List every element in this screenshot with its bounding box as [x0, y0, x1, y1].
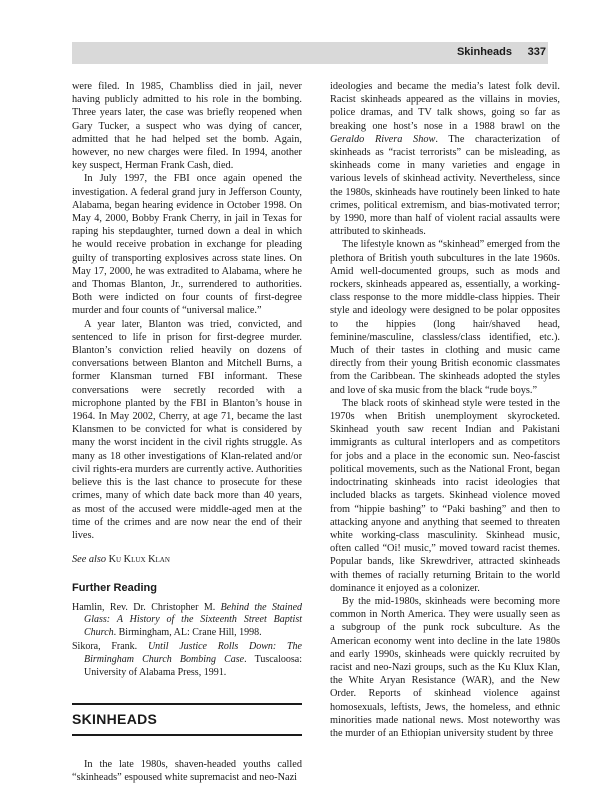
reference-publisher: . Birmingham, AL: Crane Hill, 1998. [113, 627, 262, 639]
reference-item [72, 602, 302, 640]
further-reading-heading: Further Reading [72, 582, 157, 595]
body-paragraph: By the mid-1980s, skinheads were becoming more common in North America. They were usually seen as a subgroup of the punk rock subculture. As the American economy went into decline in the late 1980s and early 1990s, skinheads were quickly recruited by racist and neo-Nazi groups, such as the Ku Klux Klan, the White Aryan Resistance (WAR), and the New Order. Reports of skinhead violence against homosexuals, leftists, Jews, the homeless, and ethnic minorities made national news. Most noteworthy was the murder of an Ethiopian university student by three [330, 595, 560, 739]
running-head: Skinheads [456, 46, 512, 58]
body-paragraph: were filed. In 1985, Chambliss died in jail, never having publicly admitted to his role in the bombing. Three years later, the case was briefly reopened when Gary Tucker, a suspect who was dying of cancer, admitted that he had helped set the bomb. Again, however, no new charges were filed. In 1994, another key suspect, Herman Frank Cash, died. [72, 81, 302, 172]
body-paragraph: In the late 1980s, shaven-headed youths called “skinheads” espoused white supremacist and neo-Nazi [72, 758, 302, 783]
see-also-label: See also [72, 554, 107, 566]
reference-author: Hamlin, Rev. Dr. Christopher M. [72, 601, 216, 613]
body-paragraph: The black roots of skinhead style were tested in the 1970s when British unemployment skyrocketed. Skinhead youth saw recent Indian and Pakistani immigrants as cultural interlopers and as competitors for jobs and a place in the economic sun. Neo-fascist political movements, such as the National Front, began indoctrinating skinheads into racist ideologies that included blacks as targets. Skinhead violence moved from “hippie bashing” to “Paki bashing” and then to attacking anyone and anything that seemed to threaten white working-class masculinity. Skinhead music, often called “Oi! music,” moved toward racist themes. Popular bands, like Skrewdriver, attracted skinheads with themes of racially returning Britain to the world dominance it enjoyed as a colonizer. [330, 397, 560, 594]
reference-title: Until Justice Rolls Down: The Birmingham Church Bombing Case [84, 640, 302, 665]
reference-publisher: . Tuscaloosa: University of Alabama Press, 1991. [84, 653, 302, 678]
see-also [72, 553, 302, 566]
body-paragraph: In July 1997, the FBI once again opened the investigation. A federal grand jury in Jefferson County, Alabama, began hearing evidence in October 1998. On May 4, 2000, Bobby Frank Cherry, in jail in Texas for raping his stepdaughter, turned down a deal in which he would receive probation in exchange for pleading guilty of transporting explosives across state lines. On May 17, 2000, he was extradited to Alabama, where he and Thomas Blanton, Jr., surrendered to authorities. Both were indicted on four counts of first-degree murder and four counts of “universal malice.” [72, 173, 302, 317]
body-paragraph [330, 80, 560, 238]
show-title: Geraldo Rivera Show [330, 133, 436, 145]
see-also-link[interactable]: Ku Klux Klan [108, 554, 170, 566]
right-column [330, 80, 560, 740]
reference-item [72, 641, 302, 679]
body-paragraph: A year later, Blanton was tried, convicted, and sentenced to life in prison for first-degree murder. Blanton’s conviction relied heavily on dozens of conversations between Blanton and Mitchell Burns, a former Klansman turned FBI informant. These conversations were secretly recorded with a microphone planted by the FBI in Blanton’s house in 1964. In May 2002, Cherry, at age 71, became the last Klansmen to be convicted for what is considered by many the worst incident in the civil rights struggle. As many as 18 other investigations of Klan-related and/or civil rights-era murders are currently active. Authorities believe this is the last chance to prosecute for these crimes, many of which date back more than 40 years, as most of the accused were middle-aged men at the time of the crimes and are now near the end of their lives. [72, 318, 302, 541]
text-run: ideologies and became the media’s latest folk devil. Racist skinheads appeared as the villains in movies, police dramas, and TV talk shows, going so far as breaking one host’s nose in a 1988 brawl on the [330, 81, 560, 132]
reference-author: Sikora, Frank. [72, 640, 138, 652]
page-number: 337 [527, 46, 546, 58]
reference-title: Behind the Stained Glass: A History of the Sixteenth Street Baptist Church [84, 601, 303, 639]
entry-divider-bottom [72, 734, 302, 736]
entry-title: SKINHEADS [72, 710, 158, 727]
text-run: . The characterization of skinheads as “racist terrorists” can be misleading, as skinheads come in many varieties and engage in various levels of skinhead activity. Nevertheless, since the 1980s, skinheads have routinely been linked to hate crimes, political extremism, and bias-motivated terror; by 1990, more than half of violent racial assaults were attributed to skinheads. [330, 133, 560, 238]
entry-divider-top [72, 703, 302, 705]
body-paragraph: The lifestyle known as “skinhead” emerged from the plethora of British youth subcultures in the late 1960s. Amid well-documented groups, such as mods and rockers, skinheads appeared as, essentially, a working-class response to the more middle-class hippies. Their style and ideology were designed to be polar opposites to the hippies (long hair/shaved head, feminine/masculine, classless/class identified, etc.). Much of their tastes in clothing and music came directly from their young British economic classmates from the Caribbean. The skinheads adopted the styles and love of ska music from the black “rude boys.” [330, 239, 560, 396]
left-column [72, 80, 302, 784]
